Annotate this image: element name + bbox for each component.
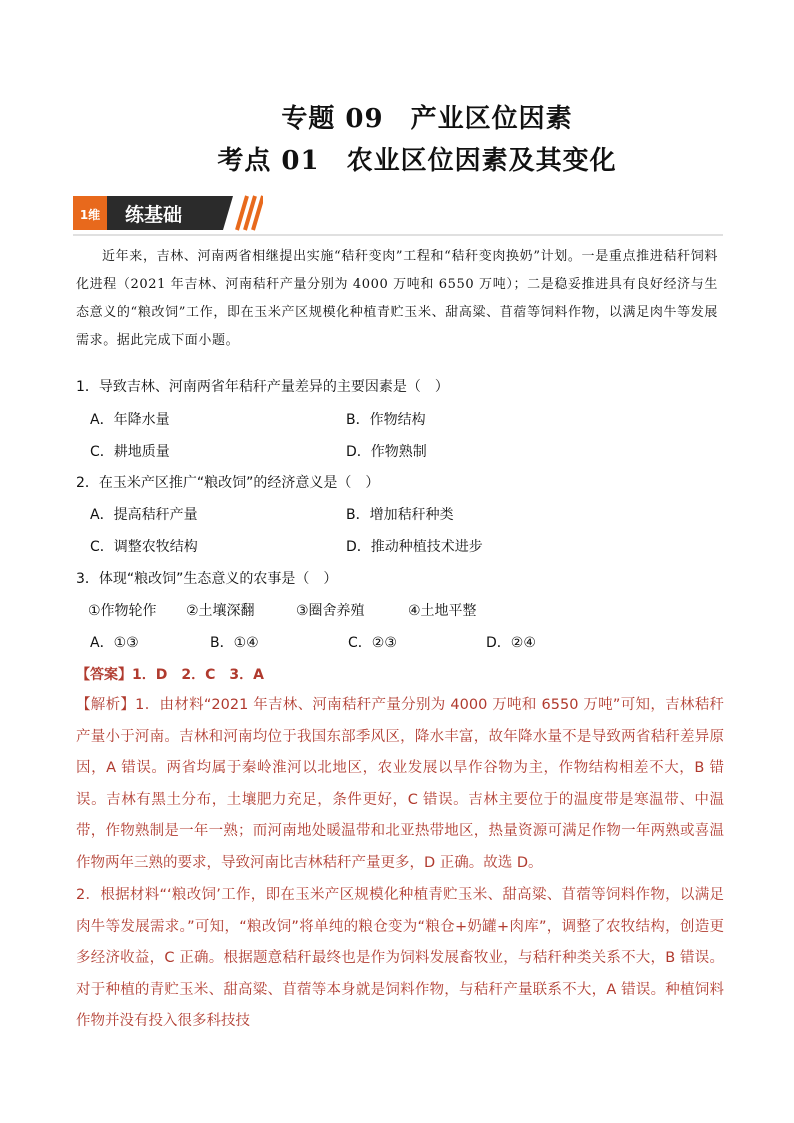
q1-option-d: D．作物熟制 xyxy=(346,444,427,460)
divider-line xyxy=(73,234,723,236)
q3-item-1: ①作物轮作 xyxy=(88,603,157,619)
question-1-stem: 1．导致吉林、河南两省年秸秆产量差异的主要因素是（ ） xyxy=(76,379,449,395)
q3-item-2: ②土壤深翻 xyxy=(186,603,255,619)
section-banner xyxy=(73,190,263,236)
q2-option-c: C．调整农牧结构 xyxy=(90,539,198,555)
q2-option-a: A．提高秸秆产量 xyxy=(90,507,198,523)
banner-tag: 1维 xyxy=(79,208,101,222)
q3-item-4: ④土地平整 xyxy=(408,603,477,619)
q3-option-c: C．②③ xyxy=(348,635,397,651)
q1-option-a: A．年降水量 xyxy=(90,412,170,428)
explanation-1: 【解析】1．由材料“2021 年吉林、河南秸秆产量分别为 4000 万吨和 6550 万吨”可知，吉林秸秆产量小于河南。吉林和河南均位于我国东部季风区，降水丰富，故年降水量不是导致两省秸秆差异原因，A 错误。两省均属于秦岭淮河以北地区，农业发展以旱作谷物为主，作物结构相差不大，B 错误。吉林有黑土分布，土壤肥力充足，条件更好，C 错误。吉林主要位于的温度带是寒温带、中温带，作物熟制是一年一熟；而河南地处暖温带和北亚热带地区，热量资源可满足作物一年两熟或喜温作物两年三熟的要求，导致河南比吉林秸秆产量更多，D 正确。故选 D。 xyxy=(76,697,724,871)
subtopic-title: 考点 01 农业区位因素及其变化 xyxy=(217,146,617,176)
q2-option-d: D．推动种植技术进步 xyxy=(346,539,483,555)
q3-option-d: D．②④ xyxy=(486,635,536,651)
q1-option-c: C．耕地质量 xyxy=(90,444,170,460)
question-3-stem: 3．体现“粮改饲”生态意义的农事是（ ） xyxy=(76,571,338,587)
q1-option-b: B．作物结构 xyxy=(346,412,426,428)
q3-option-b: B．①④ xyxy=(210,635,259,651)
explanation-2: 2．根据材料“‘粮改饲’工作，即在玉米产区规模化种植青贮玉米、甜高粱、苜蓿等饲料作物，以满足肉牛等发展需求。”可知，“粮改饲”将单纯的粮仓变为“粮仓+奶罐+肉库”，调整了农牧结构，创造更多经济收益，C 正确。根据题意秸秆最终也是作为饲料发展畜牧业，与秸秆种类关系不大，B 错误。对于种植的青贮玉米、甜高粱、苜蓿等本身就是饲料作物，与秸秆产量联系不大，A 错误。种植饲料作物并没有投入很多科技技 xyxy=(76,887,724,1029)
q3-option-a: A．①③ xyxy=(90,635,139,651)
question-2-stem: 2．在玉米产区推广“粮改饲”的经济意义是（ ） xyxy=(76,475,380,491)
reading-passage: 近年来，吉林、河南两省相继提出实施“秸秆变肉”工程和“秸秆变肉换奶”计划。一是重点推进秸秆饲料化进程（2021 年吉林、河南秸秆产量分别为 4000 万吨和 6550 万吨）；二是稳妥推进具有良好经济与生态意义的“粮改饲”工作，即在玉米产区规模化种植青贮玉米、甜高粱、苜蓿等饲料作物，以满足肉牛等发展需求。据此完成下面小题。 xyxy=(76,249,718,348)
topic-title: 专题 09 产业区位因素 xyxy=(281,104,573,134)
answer-key: 【答案】1．D 2．C 3．A xyxy=(76,667,264,683)
q3-item-3: ③圈舍养殖 xyxy=(296,603,365,619)
q2-option-b: B．增加秸秆种类 xyxy=(346,507,454,523)
banner-label: 练基础 xyxy=(125,204,183,226)
